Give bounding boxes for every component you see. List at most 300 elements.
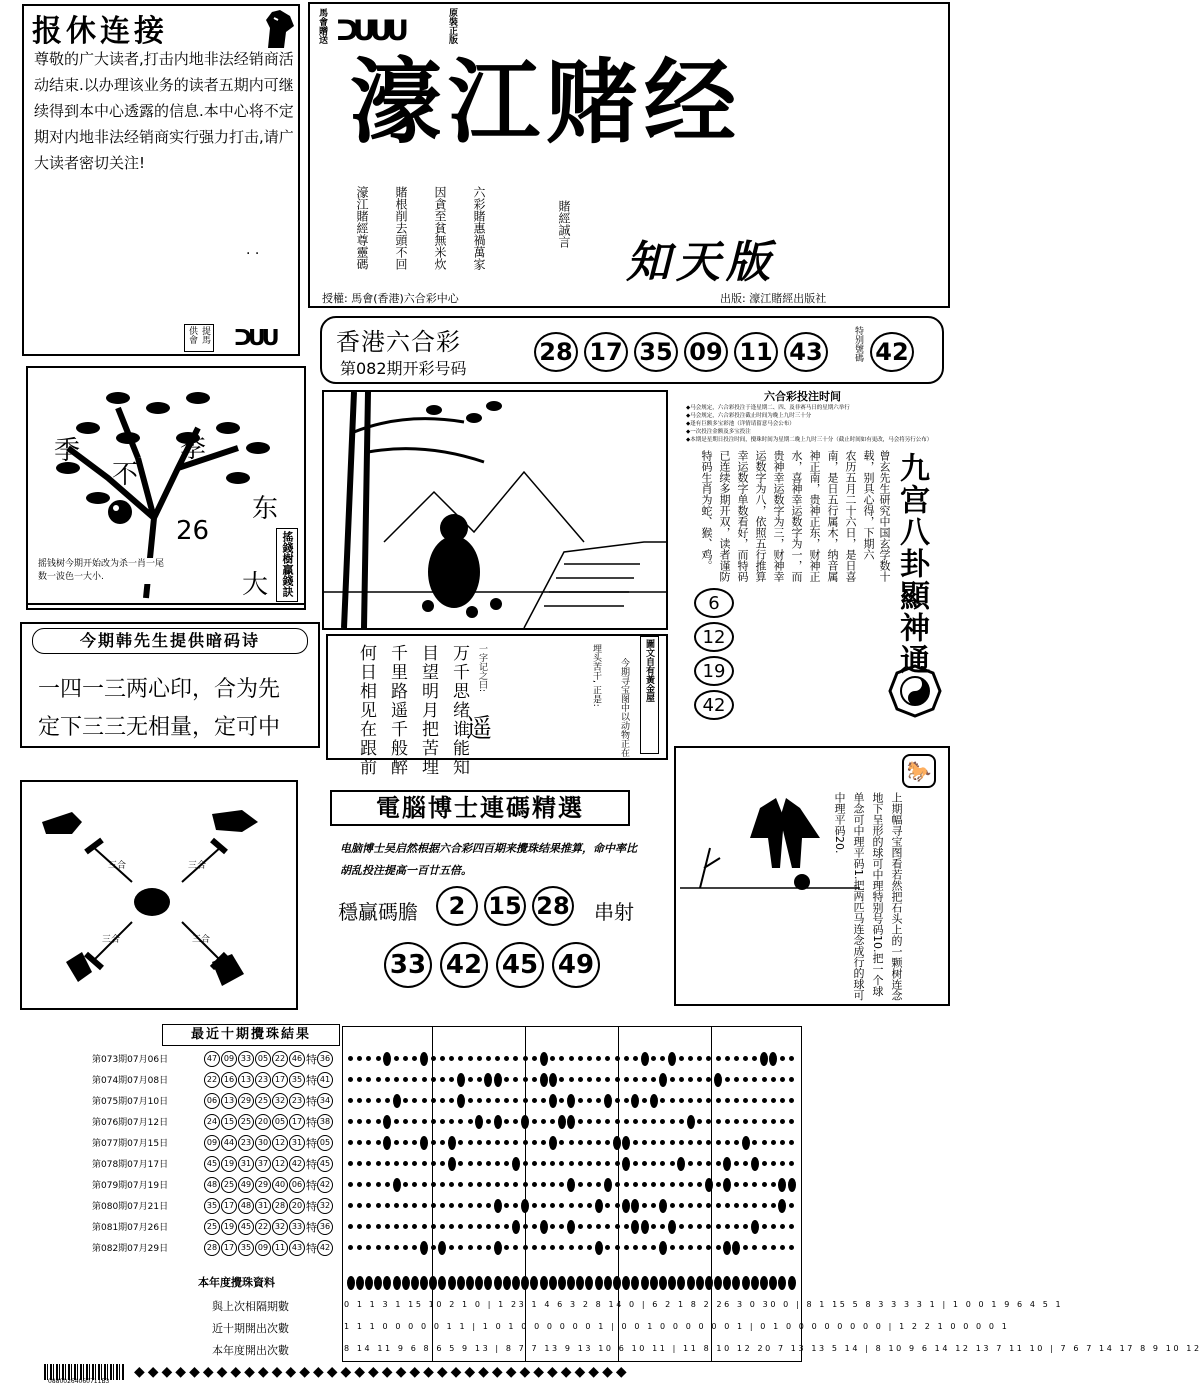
history-num: 48	[238, 1198, 254, 1214]
number-dot	[771, 1098, 776, 1103]
number-dot	[697, 1224, 702, 1229]
number-dot	[504, 1098, 509, 1103]
result-ball: 35	[634, 332, 678, 372]
masthead-motto: 賭經誠言	[557, 200, 571, 248]
number-dot	[778, 1178, 786, 1192]
number-dot	[486, 1056, 491, 1061]
number-dot	[697, 1182, 702, 1187]
number-dot	[788, 1178, 796, 1192]
number-dot	[706, 1056, 711, 1061]
number-dot	[513, 1077, 518, 1082]
number-dot	[385, 1182, 390, 1187]
number-dot	[540, 1052, 548, 1066]
history-num: 46	[289, 1051, 305, 1067]
number-dot	[605, 1056, 610, 1061]
history-row	[92, 1111, 334, 1132]
number-dot	[624, 1182, 629, 1187]
history-num: 25	[204, 1219, 220, 1235]
number-dot	[440, 1077, 445, 1082]
number-dot	[697, 1245, 702, 1250]
number-dot	[771, 1224, 776, 1229]
history-num: 48	[204, 1177, 220, 1193]
pick-ball: 2	[436, 886, 478, 926]
monkey-illustration	[324, 392, 666, 628]
number-dot	[412, 1224, 417, 1229]
number-dot	[734, 1077, 739, 1082]
bet-time-title: 六合彩投注时间	[764, 390, 841, 403]
number-dot	[357, 1203, 362, 1208]
number-dot	[366, 1224, 371, 1229]
number-dot	[523, 1182, 528, 1187]
number-dot	[458, 1119, 463, 1124]
number-dot	[714, 1073, 722, 1087]
number-dot	[412, 1245, 417, 1250]
number-dot	[789, 1161, 794, 1166]
number-dot	[376, 1098, 381, 1103]
number-dot	[504, 1203, 509, 1208]
number-dot	[771, 1203, 776, 1208]
history-special: 42	[317, 1177, 333, 1193]
number-dot	[457, 1073, 465, 1087]
number-dot	[523, 1056, 528, 1061]
dot-row	[346, 1153, 796, 1174]
horse-head-icon	[260, 8, 298, 50]
number-dot	[403, 1098, 408, 1103]
number-dot	[411, 1276, 419, 1290]
number-dot	[587, 1140, 592, 1145]
number-dot	[559, 1203, 564, 1208]
tree-note: 摇钱树今期开始改为杀一肖一尾数一波色一大小.	[38, 558, 168, 584]
number-dot	[486, 1098, 491, 1103]
year-title: 本年度攪珠資料	[198, 1276, 275, 1289]
number-dot	[706, 1161, 711, 1166]
bet-time-item: ◆马会规定，六合彩投注截止时间为晚上九时三十分	[686, 413, 812, 419]
number-dot	[789, 1203, 794, 1208]
number-dot	[366, 1245, 371, 1250]
history-special-label: 特	[306, 1178, 317, 1192]
history-num: 17	[221, 1240, 237, 1256]
essay-col: 南，是日五行属木，纳音属	[826, 450, 839, 582]
number-dot	[475, 1115, 483, 1129]
number-dot	[348, 1140, 353, 1145]
number-dot	[706, 1119, 711, 1124]
number-dot	[521, 1276, 529, 1290]
number-dot	[732, 1241, 740, 1255]
number-dot	[348, 1161, 353, 1166]
zodiac-label: 三合	[192, 935, 211, 945]
number-dot	[385, 1098, 390, 1103]
number-dot	[558, 1115, 566, 1129]
stat-row: 8 14 11 9 6 8 6 5 9 13 | 8 7 7 13 9 13 10 6 10 11 | 11 8 10 12 20 7 13 13 5 14 | 8 10 9 6 14 12 13 7 11 10 | 7 6 7 14 17 8 9 10 12	[344, 1344, 1202, 1353]
number-dot	[716, 1245, 721, 1250]
number-dot	[725, 1140, 730, 1145]
number-dot	[734, 1161, 739, 1166]
number-dot	[385, 1245, 390, 1250]
bet-time-list	[686, 404, 948, 444]
number-dot	[504, 1224, 509, 1229]
number-dot	[394, 1224, 399, 1229]
verse-col: 万千思绪谁能知	[449, 644, 469, 777]
bet-time-item: ◆一次投注金额及多宝投注	[686, 429, 751, 435]
poem-header: 今期韩先生提供暗码诗	[32, 628, 308, 654]
number-dot	[587, 1077, 592, 1082]
verse-word: 遥	[466, 714, 493, 744]
number-dot	[431, 1161, 436, 1166]
history-num: 33	[238, 1051, 254, 1067]
number-dot	[660, 1119, 665, 1124]
number-dot	[348, 1119, 353, 1124]
number-dot	[596, 1119, 601, 1124]
history-special: 36	[317, 1051, 333, 1067]
number-dot	[752, 1182, 757, 1187]
essay-balls	[694, 588, 734, 720]
number-dot	[697, 1203, 702, 1208]
number-dot	[403, 1056, 408, 1061]
number-dot	[677, 1276, 685, 1290]
footer-diamonds: ◆◆◆◆◆◆◆◆◆◆◆◆◆◆◆◆◆◆◆◆◆◆◆◆◆◆◆◆◆◆◆◆◆◆◆◆	[134, 1364, 630, 1380]
number-dot	[679, 1119, 684, 1124]
number-dot	[734, 1203, 739, 1208]
number-dot	[540, 1276, 548, 1290]
number-dot	[532, 1077, 537, 1082]
number-dot	[769, 1276, 777, 1290]
number-dot	[458, 1224, 463, 1229]
history-special-label: 特	[306, 1220, 317, 1234]
treasure-picture-box	[322, 390, 668, 630]
history-period: 第073期07月06日	[92, 1055, 169, 1065]
number-dot	[449, 1224, 454, 1229]
number-dot	[449, 1098, 454, 1103]
history-num: 05	[255, 1051, 271, 1067]
number-dot	[477, 1161, 482, 1166]
number-dot	[477, 1140, 482, 1145]
computer-row2	[384, 942, 600, 988]
notice-dots: · ·	[246, 246, 260, 262]
history-num: 23	[238, 1135, 254, 1151]
special-ball: 42	[870, 332, 914, 372]
number-dot	[688, 1077, 693, 1082]
number-dot	[569, 1161, 574, 1166]
number-dot	[567, 1178, 575, 1192]
number-dot	[743, 1056, 748, 1061]
history-num: 11	[272, 1240, 288, 1256]
number-dot	[431, 1224, 436, 1229]
tree-char: 26	[176, 516, 210, 546]
number-dot	[393, 1094, 401, 1108]
number-dot	[659, 1276, 667, 1290]
number-dot	[615, 1161, 620, 1166]
computer-chuan: 串射	[594, 900, 634, 924]
number-dot	[780, 1224, 785, 1229]
history-special-label: 特	[306, 1199, 317, 1213]
essay-col: 贵神幸运数字为三，财神幸	[772, 450, 785, 582]
number-dot	[642, 1161, 647, 1166]
number-dot	[633, 1245, 638, 1250]
number-dot	[743, 1077, 748, 1082]
number-dot	[458, 1161, 463, 1166]
number-dot	[716, 1182, 721, 1187]
poem-line: 定下三三无相量，定可中	[38, 715, 281, 740]
number-dot	[716, 1203, 721, 1208]
results-title: 香港六合彩	[336, 328, 461, 356]
number-dot	[366, 1161, 371, 1166]
number-dot	[697, 1119, 702, 1124]
number-dot	[615, 1245, 620, 1250]
history-row	[92, 1153, 334, 1174]
number-dot	[431, 1140, 436, 1145]
number-dot	[366, 1056, 371, 1061]
treasure-hint-box	[674, 746, 950, 1006]
number-dot	[688, 1182, 693, 1187]
number-dot	[624, 1119, 629, 1124]
number-dot	[723, 1241, 731, 1255]
number-dot	[706, 1140, 711, 1145]
computer-row1	[436, 886, 574, 926]
number-dot	[512, 1157, 520, 1171]
number-dot	[760, 1052, 768, 1066]
number-dot	[357, 1056, 362, 1061]
number-dot	[633, 1056, 638, 1061]
computer-title: 電腦博士連碼精選	[330, 790, 630, 826]
number-dot	[587, 1056, 592, 1061]
number-dot	[412, 1098, 417, 1103]
number-dot	[697, 1056, 702, 1061]
dot-row	[346, 1090, 796, 1111]
number-dot	[697, 1077, 702, 1082]
number-dot	[504, 1077, 509, 1082]
number-dot	[559, 1077, 564, 1082]
history-num: 49	[238, 1177, 254, 1193]
number-dot	[559, 1140, 564, 1145]
history-row	[92, 1069, 334, 1090]
number-dot	[752, 1119, 757, 1124]
pick-ball: 15	[484, 886, 526, 926]
number-dot	[605, 1203, 610, 1208]
number-dot	[468, 1161, 473, 1166]
number-dot	[431, 1245, 436, 1250]
number-dot	[641, 1052, 649, 1066]
number-dot	[778, 1199, 786, 1213]
masthead	[308, 2, 950, 308]
number-dot	[513, 1182, 518, 1187]
number-dot	[752, 1077, 757, 1082]
number-dot	[422, 1182, 427, 1187]
number-dot	[366, 1182, 371, 1187]
history-num: 28	[204, 1240, 220, 1256]
number-dot	[513, 1245, 518, 1250]
number-dot	[587, 1224, 592, 1229]
notice-logo: ᑐᑌᑌ	[234, 326, 276, 351]
number-dot	[641, 1276, 649, 1290]
history-num: 17	[221, 1198, 237, 1214]
result-ball: 09	[684, 332, 728, 372]
number-dot	[605, 1161, 610, 1166]
number-dot	[734, 1098, 739, 1103]
number-dot	[357, 1140, 362, 1145]
number-dot	[677, 1157, 685, 1171]
number-dot	[412, 1056, 417, 1061]
history-special-label: 特	[306, 1094, 317, 1108]
number-dot	[477, 1224, 482, 1229]
number-dot	[587, 1182, 592, 1187]
number-dot	[468, 1182, 473, 1187]
number-dot	[670, 1182, 675, 1187]
number-dot	[376, 1182, 381, 1187]
number-dot	[449, 1077, 454, 1082]
essay-col: 已连续多期开双，读者谨防	[718, 450, 731, 582]
history-num: 06	[289, 1177, 305, 1193]
number-dot	[788, 1276, 796, 1290]
pick-ball: 42	[440, 942, 488, 988]
number-dot	[762, 1077, 767, 1082]
number-dot	[771, 1140, 776, 1145]
number-dot	[504, 1119, 509, 1124]
number-dot	[422, 1098, 427, 1103]
masthead-verse	[354, 186, 488, 286]
number-dot	[771, 1182, 776, 1187]
number-dot	[725, 1077, 730, 1082]
history-num: 15	[221, 1114, 237, 1130]
number-dot	[440, 1203, 445, 1208]
dot-row	[346, 1216, 796, 1237]
number-dot	[385, 1224, 390, 1229]
result-ball: 11	[734, 332, 778, 372]
number-dot	[725, 1098, 730, 1103]
history-period: 第075期07月10日	[92, 1097, 169, 1107]
history-num: 13	[221, 1093, 237, 1109]
number-dot	[670, 1203, 675, 1208]
number-dot	[642, 1098, 647, 1103]
essay-col: 神正南，贵神正东，财神正	[808, 450, 821, 582]
history-num: 31	[255, 1198, 271, 1214]
history-rows	[92, 1048, 334, 1258]
number-dot	[549, 1276, 557, 1290]
history-row	[92, 1237, 334, 1258]
number-dot	[706, 1224, 711, 1229]
number-dot	[633, 1182, 638, 1187]
history-num: 35	[204, 1198, 220, 1214]
number-dot	[440, 1056, 445, 1061]
masthead-right-seal: 原裝正版	[447, 8, 457, 44]
number-dot	[725, 1203, 730, 1208]
number-dot	[651, 1182, 656, 1187]
number-dot	[431, 1182, 436, 1187]
number-dot	[615, 1119, 620, 1124]
number-dot	[468, 1056, 473, 1061]
number-dot	[440, 1161, 445, 1166]
stat-row: 0 1 1 3 1 15 10 2 1 0 | 1 23 1 4 6 3 2 8 14 0 | 6 2 1 8 2 26 3 0 30 0 | 8 1 15 5 8 3 3 3 3 1 | 1 0 0 1 9 6 4 5 1	[344, 1300, 1064, 1309]
number-dot	[762, 1203, 767, 1208]
number-dot	[688, 1203, 693, 1208]
number-dot	[523, 1161, 528, 1166]
number-dot	[723, 1178, 731, 1192]
history-num: 47	[204, 1051, 220, 1067]
essay-col: 幸运数字单数看好，而特码	[736, 450, 749, 582]
number-dot	[578, 1119, 583, 1124]
number-dot	[762, 1245, 767, 1250]
number-dot	[383, 1136, 391, 1150]
number-dot	[642, 1203, 647, 1208]
essay-ball: 42	[694, 690, 734, 720]
number-dot	[725, 1224, 730, 1229]
number-dot	[383, 1276, 391, 1290]
number-dot	[578, 1056, 583, 1061]
number-dot	[742, 1276, 750, 1290]
history-num: 09	[204, 1135, 220, 1151]
number-dot	[532, 1056, 537, 1061]
number-dot	[468, 1077, 473, 1082]
history-special-label: 特	[306, 1136, 317, 1150]
history-num: 32	[272, 1093, 288, 1109]
number-dot	[549, 1094, 557, 1108]
history-num: 25	[238, 1114, 254, 1130]
history-num: 22	[204, 1072, 220, 1088]
bet-time-item: ◆马会规定，六合彩投注于逢星期二、四、及非赛马日的星期六举行	[686, 405, 850, 411]
number-dot	[540, 1220, 548, 1234]
code-poem-box	[20, 622, 320, 748]
number-dot	[633, 1077, 638, 1082]
number-dot	[523, 1224, 528, 1229]
number-dot	[374, 1276, 382, 1290]
history-num: 19	[221, 1156, 237, 1172]
number-dot	[605, 1119, 610, 1124]
number-dot	[762, 1161, 767, 1166]
number-dot	[633, 1140, 638, 1145]
number-dot	[789, 1224, 794, 1229]
number-dot	[541, 1098, 546, 1103]
history-period: 第080期07月21日	[92, 1202, 169, 1212]
number-dot	[725, 1119, 730, 1124]
number-dot	[486, 1119, 491, 1124]
number-dot	[376, 1077, 381, 1082]
number-dot	[357, 1077, 362, 1082]
number-dot	[376, 1245, 381, 1250]
number-dot	[762, 1224, 767, 1229]
number-dot	[475, 1276, 483, 1290]
number-dot	[725, 1056, 730, 1061]
number-dot	[468, 1245, 473, 1250]
number-dot	[723, 1276, 731, 1290]
number-dot	[578, 1203, 583, 1208]
number-dot	[651, 1161, 656, 1166]
number-dot	[550, 1119, 555, 1124]
number-dot	[559, 1056, 564, 1061]
number-dot	[449, 1245, 454, 1250]
dot-grid	[346, 1048, 796, 1293]
history-period: 第079期07月19日	[92, 1181, 169, 1191]
number-dot	[366, 1203, 371, 1208]
number-dot	[732, 1276, 740, 1290]
number-dot	[513, 1140, 518, 1145]
number-dot	[716, 1161, 721, 1166]
result-ball: 43	[784, 332, 828, 372]
history-period: 第078期07月17日	[92, 1160, 169, 1170]
number-dot	[743, 1098, 748, 1103]
history-num: 17	[272, 1072, 288, 1088]
number-dot	[366, 1098, 371, 1103]
number-dot	[495, 1098, 500, 1103]
number-dot	[530, 1276, 538, 1290]
number-dot	[789, 1119, 794, 1124]
number-dot	[780, 1119, 785, 1124]
number-dot	[578, 1098, 583, 1103]
number-dot	[394, 1077, 399, 1082]
number-dot	[716, 1056, 721, 1061]
zodiac-label: 三合	[188, 861, 207, 871]
number-dot	[679, 1098, 684, 1103]
number-dot	[668, 1052, 676, 1066]
number-dot	[449, 1119, 454, 1124]
